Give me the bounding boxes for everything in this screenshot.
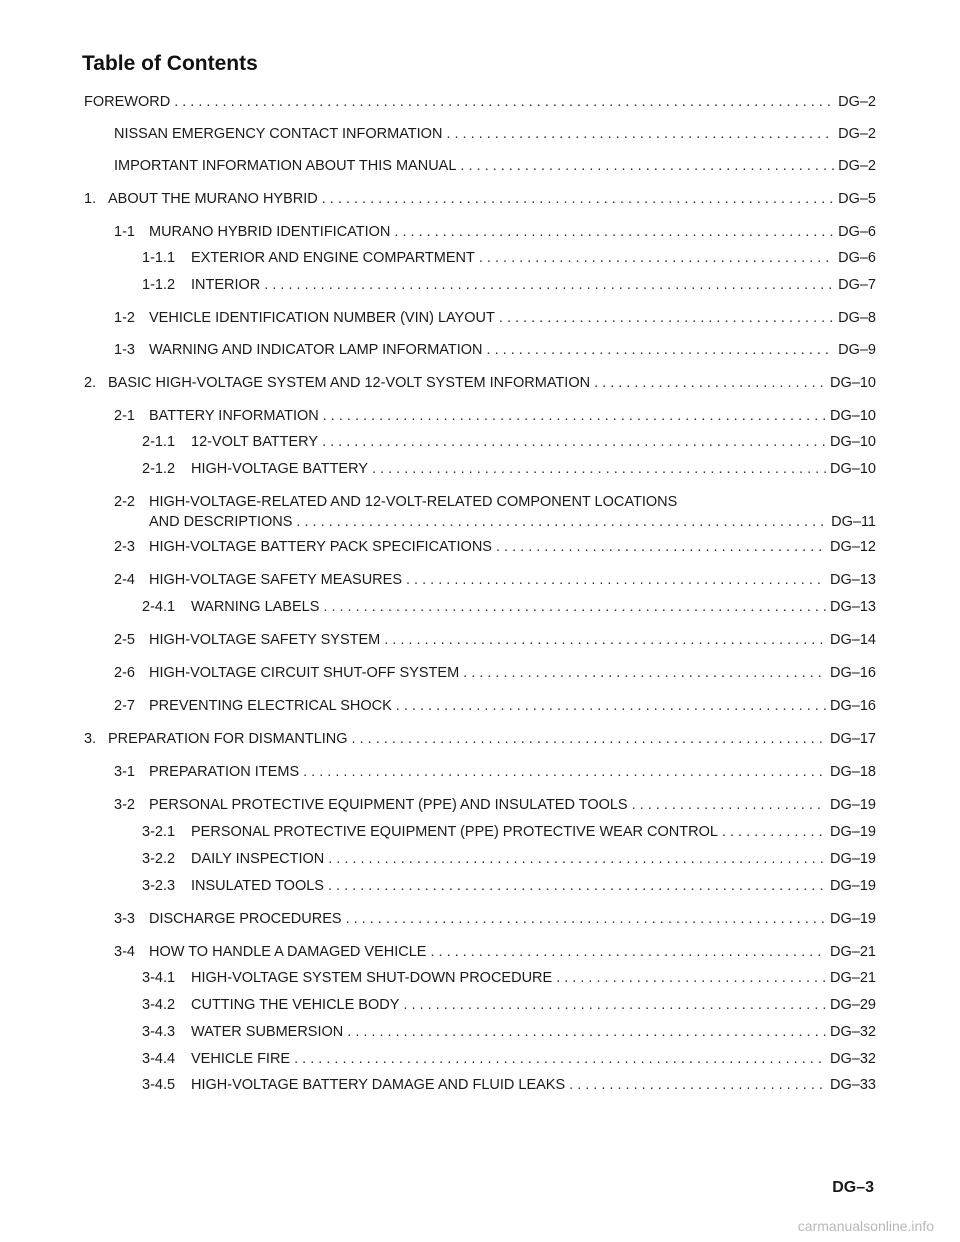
toc-entry xyxy=(142,459,876,479)
toc-entry xyxy=(114,340,876,360)
toc-entry xyxy=(142,1049,876,1069)
toc-entry-label: NISSAN EMERGENCY CONTACT INFORMATION xyxy=(114,126,443,142)
page-title: Table of Contents xyxy=(82,52,258,75)
toc-entry xyxy=(114,942,876,962)
toc-entry-number: 2-1.2 xyxy=(142,461,176,477)
toc-entry-number: 1-3 xyxy=(114,342,135,358)
dot-leader xyxy=(174,92,834,112)
dot-leader xyxy=(499,308,834,328)
toc-entry xyxy=(84,373,876,393)
dot-leader xyxy=(294,1049,826,1069)
toc-entry-page: DG–10 xyxy=(830,461,876,477)
toc-entry-number: 1-1.1 xyxy=(142,250,176,266)
toc-entry xyxy=(114,663,876,683)
toc-entry-page: DG–32 xyxy=(830,1051,876,1067)
toc-entry-number: 1-2 xyxy=(114,310,135,326)
dot-leader xyxy=(323,406,826,426)
toc-entry-number: 2-7 xyxy=(114,698,135,714)
dot-leader xyxy=(347,1022,826,1042)
toc-entry xyxy=(114,696,876,716)
dot-leader xyxy=(372,459,826,479)
toc-entry-number: 2-1 xyxy=(114,408,135,424)
toc-entry-page: DG–21 xyxy=(830,970,876,986)
toc-entry xyxy=(142,597,876,617)
toc-entry-label: 12-VOLT BATTERY xyxy=(191,434,319,450)
dot-leader xyxy=(322,432,826,452)
toc-entry-page: DG–16 xyxy=(830,665,876,681)
dot-leader xyxy=(352,729,827,749)
toc-entry-label: HIGH-VOLTAGE BATTERY xyxy=(191,461,368,477)
toc-entry-label: PREVENTING ELECTRICAL SHOCK xyxy=(149,698,392,714)
toc-entry-label: PREPARATION FOR DISMANTLING xyxy=(108,731,348,747)
toc-entry-number: 3-2.3 xyxy=(142,878,176,894)
toc-entry-number: 3-4.4 xyxy=(142,1051,176,1067)
toc-entry xyxy=(142,995,876,1015)
toc-entry-number: 3-1 xyxy=(114,764,135,780)
toc-entry-number: 1-1 xyxy=(114,224,135,240)
toc-entry-number: 3-4.5 xyxy=(142,1077,176,1093)
toc-entry-number: 2-2 xyxy=(114,494,135,510)
toc-entry xyxy=(142,1075,876,1095)
toc-entry xyxy=(84,92,876,112)
toc-entry-number: 2-5 xyxy=(114,632,135,648)
toc-entry-label: DISCHARGE PROCEDURES xyxy=(149,911,342,927)
toc-entry xyxy=(142,968,876,988)
toc-entry-label: HIGH-VOLTAGE-RELATED AND 12-VOLT-RELATED COMPONENT LOCATIONS xyxy=(149,494,678,510)
toc-entry-page: DG–7 xyxy=(838,277,876,293)
toc-entry-label: HIGH-VOLTAGE SAFETY MEASURES xyxy=(149,572,402,588)
toc-entry-label: HIGH-VOLTAGE BATTERY PACK SPECIFICATIONS xyxy=(149,539,492,555)
toc-entry xyxy=(142,876,876,896)
toc-entry-page: DG–13 xyxy=(830,599,876,615)
toc-entry-label: DAILY INSPECTION xyxy=(191,851,325,867)
toc-entry-label: EXTERIOR AND ENGINE COMPARTMENT xyxy=(191,250,475,266)
dot-leader xyxy=(463,663,826,683)
toc-entry-number: 2-4 xyxy=(114,572,135,588)
toc-entry-label: PERSONAL PROTECTIVE EQUIPMENT (PPE) PROTECTIVE WEAR CONTROL xyxy=(191,824,718,840)
toc-entry-page: DG–10 xyxy=(830,375,876,391)
toc-entry xyxy=(114,222,876,242)
page-number: DG–3 xyxy=(832,1179,874,1196)
toc-entry xyxy=(142,822,876,842)
toc-entry xyxy=(142,432,876,452)
toc-entry-number: 1. xyxy=(84,191,97,207)
toc-entry-label: PREPARATION ITEMS xyxy=(149,764,300,780)
toc-entry-page: DG–21 xyxy=(830,944,876,960)
toc-entry-label: WATER SUBMERSION xyxy=(191,1024,344,1040)
dot-leader xyxy=(722,822,826,842)
dot-leader xyxy=(487,340,835,360)
toc-entry-number: 3-2.1 xyxy=(142,824,176,840)
dot-leader xyxy=(556,968,826,988)
toc-entry xyxy=(142,275,876,295)
toc-entry-page: DG–18 xyxy=(830,764,876,780)
toc-entry-number: 3-4 xyxy=(114,944,135,960)
toc-entry-label: PERSONAL PROTECTIVE EQUIPMENT (PPE) AND INSULATED TOOLS xyxy=(149,797,628,813)
toc-entry-number: 3-2 xyxy=(114,797,135,813)
toc-entry-label: HOW TO HANDLE A DAMAGED VEHICLE xyxy=(149,944,427,960)
toc-entry xyxy=(142,1022,876,1042)
toc-entry-page: DG–19 xyxy=(830,851,876,867)
toc-entry xyxy=(142,248,876,268)
toc-entry-label: CUTTING THE VEHICLE BODY xyxy=(191,997,400,1013)
dot-leader xyxy=(446,124,834,144)
toc-entry xyxy=(114,492,876,532)
toc-entry-label: MURANO HYBRID IDENTIFICATION xyxy=(149,224,391,240)
toc-entry-label: HIGH-VOLTAGE SYSTEM SHUT-DOWN PROCEDURE xyxy=(191,970,553,986)
dot-leader xyxy=(460,156,834,176)
toc-entry-number: 2-3 xyxy=(114,539,135,555)
dot-leader xyxy=(479,248,834,268)
dot-leader xyxy=(264,275,834,295)
toc-entry-page: DG–32 xyxy=(830,1024,876,1040)
toc-entry-label: AND DESCRIPTIONS xyxy=(149,514,293,530)
toc-entry-number: 1-1.2 xyxy=(142,277,176,293)
toc-entry-label: BASIC HIGH-VOLTAGE SYSTEM AND 12-VOLT SYSTEM INFORMATION xyxy=(108,375,591,391)
toc-entry-number: 3-2.2 xyxy=(142,851,176,867)
toc-entry-page: DG–19 xyxy=(830,824,876,840)
dot-leader xyxy=(328,876,826,896)
toc-entry xyxy=(114,630,876,650)
toc-entry xyxy=(114,762,876,782)
toc-entry-number: 3. xyxy=(84,731,97,747)
toc-entry-number: 3-4.1 xyxy=(142,970,176,986)
toc-entry-number: 2-6 xyxy=(114,665,135,681)
toc-entry-page: DG–9 xyxy=(838,342,876,358)
toc-entry xyxy=(84,189,876,209)
dot-leader xyxy=(323,597,826,617)
toc-entry xyxy=(114,124,876,144)
dot-leader xyxy=(322,189,834,209)
toc-entry-number: 3-4.2 xyxy=(142,997,176,1013)
toc-entry xyxy=(114,308,876,328)
dot-leader xyxy=(396,696,826,716)
dot-leader xyxy=(632,795,826,815)
toc-entry-label: VEHICLE FIRE xyxy=(191,1051,291,1067)
toc-entry-page: DG–8 xyxy=(838,310,876,326)
toc-entry-label: INSULATED TOOLS xyxy=(191,878,324,894)
toc-entry xyxy=(114,156,876,176)
toc-entry xyxy=(114,795,876,815)
dot-leader xyxy=(406,570,826,590)
toc-entry-number: 2-1.1 xyxy=(142,434,176,450)
toc-entry-page: DG–6 xyxy=(838,250,876,266)
toc-entry-page: DG–14 xyxy=(830,632,876,648)
toc-entry-label: VEHICLE IDENTIFICATION NUMBER (VIN) LAYOUT xyxy=(149,310,495,326)
dot-leader xyxy=(394,222,834,242)
toc-entry-page: DG–12 xyxy=(830,539,876,555)
toc-entry-label: HIGH-VOLTAGE CIRCUIT SHUT-OFF SYSTEM xyxy=(149,665,460,681)
toc-entry-page: DG–33 xyxy=(830,1077,876,1093)
dot-leader xyxy=(296,512,827,532)
toc-entry-page: DG–13 xyxy=(830,572,876,588)
toc-entry-page: DG–19 xyxy=(830,797,876,813)
toc-entry xyxy=(142,849,876,869)
dot-leader xyxy=(346,909,826,929)
watermark: carmanualsonline.info xyxy=(797,1218,934,1234)
dot-leader xyxy=(328,849,826,869)
toc-entry-label: INTERIOR xyxy=(191,277,261,293)
toc-entry xyxy=(114,570,876,590)
toc-entry-page: DG–11 xyxy=(831,514,876,530)
toc-entry-number: 2-4.1 xyxy=(142,599,176,615)
toc-entry-page: DG–2 xyxy=(838,126,876,142)
toc-entry-label: WARNING AND INDICATOR LAMP INFORMATION xyxy=(149,342,483,358)
toc-entry-number: 2. xyxy=(84,375,97,391)
toc-entry-label: IMPORTANT INFORMATION ABOUT THIS MANUAL xyxy=(114,158,457,174)
toc-entry-page: DG–19 xyxy=(830,911,876,927)
toc-entry-number: 3-3 xyxy=(114,911,135,927)
dot-leader xyxy=(594,373,826,393)
toc-entry-page: DG–2 xyxy=(838,94,876,110)
dot-leader xyxy=(303,762,826,782)
toc-entry-page: DG–19 xyxy=(830,878,876,894)
toc-entry-page: DG–10 xyxy=(830,434,876,450)
dot-leader xyxy=(403,995,826,1015)
toc-entry-page: DG–29 xyxy=(830,997,876,1013)
toc-entry-page: DG–17 xyxy=(830,731,876,747)
dot-leader xyxy=(569,1075,826,1095)
toc-entry-page: DG–2 xyxy=(838,158,876,174)
toc-entry xyxy=(84,729,876,749)
dot-leader xyxy=(384,630,826,650)
toc-entry-page: DG–5 xyxy=(838,191,876,207)
toc-entry-label: HIGH-VOLTAGE SAFETY SYSTEM xyxy=(149,632,381,648)
toc-entry-number: 3-4.3 xyxy=(142,1024,176,1040)
toc-entry-page: DG–6 xyxy=(838,224,876,240)
toc-entry xyxy=(114,406,876,426)
toc-entry-page: DG–10 xyxy=(830,408,876,424)
toc-entry-label: ABOUT THE MURANO HYBRID xyxy=(108,191,318,207)
toc-entry-label: HIGH-VOLTAGE BATTERY DAMAGE AND FLUID LEAKS xyxy=(191,1077,566,1093)
dot-leader xyxy=(430,942,826,962)
toc-entry-label: BATTERY INFORMATION xyxy=(149,408,319,424)
dot-leader xyxy=(496,537,826,557)
toc-entry-page: DG–16 xyxy=(830,698,876,714)
toc-entry-label: WARNING LABELS xyxy=(191,599,320,615)
toc-entry xyxy=(114,909,876,929)
toc-entry-label: FOREWORD xyxy=(84,94,171,110)
toc-entry xyxy=(114,537,876,557)
